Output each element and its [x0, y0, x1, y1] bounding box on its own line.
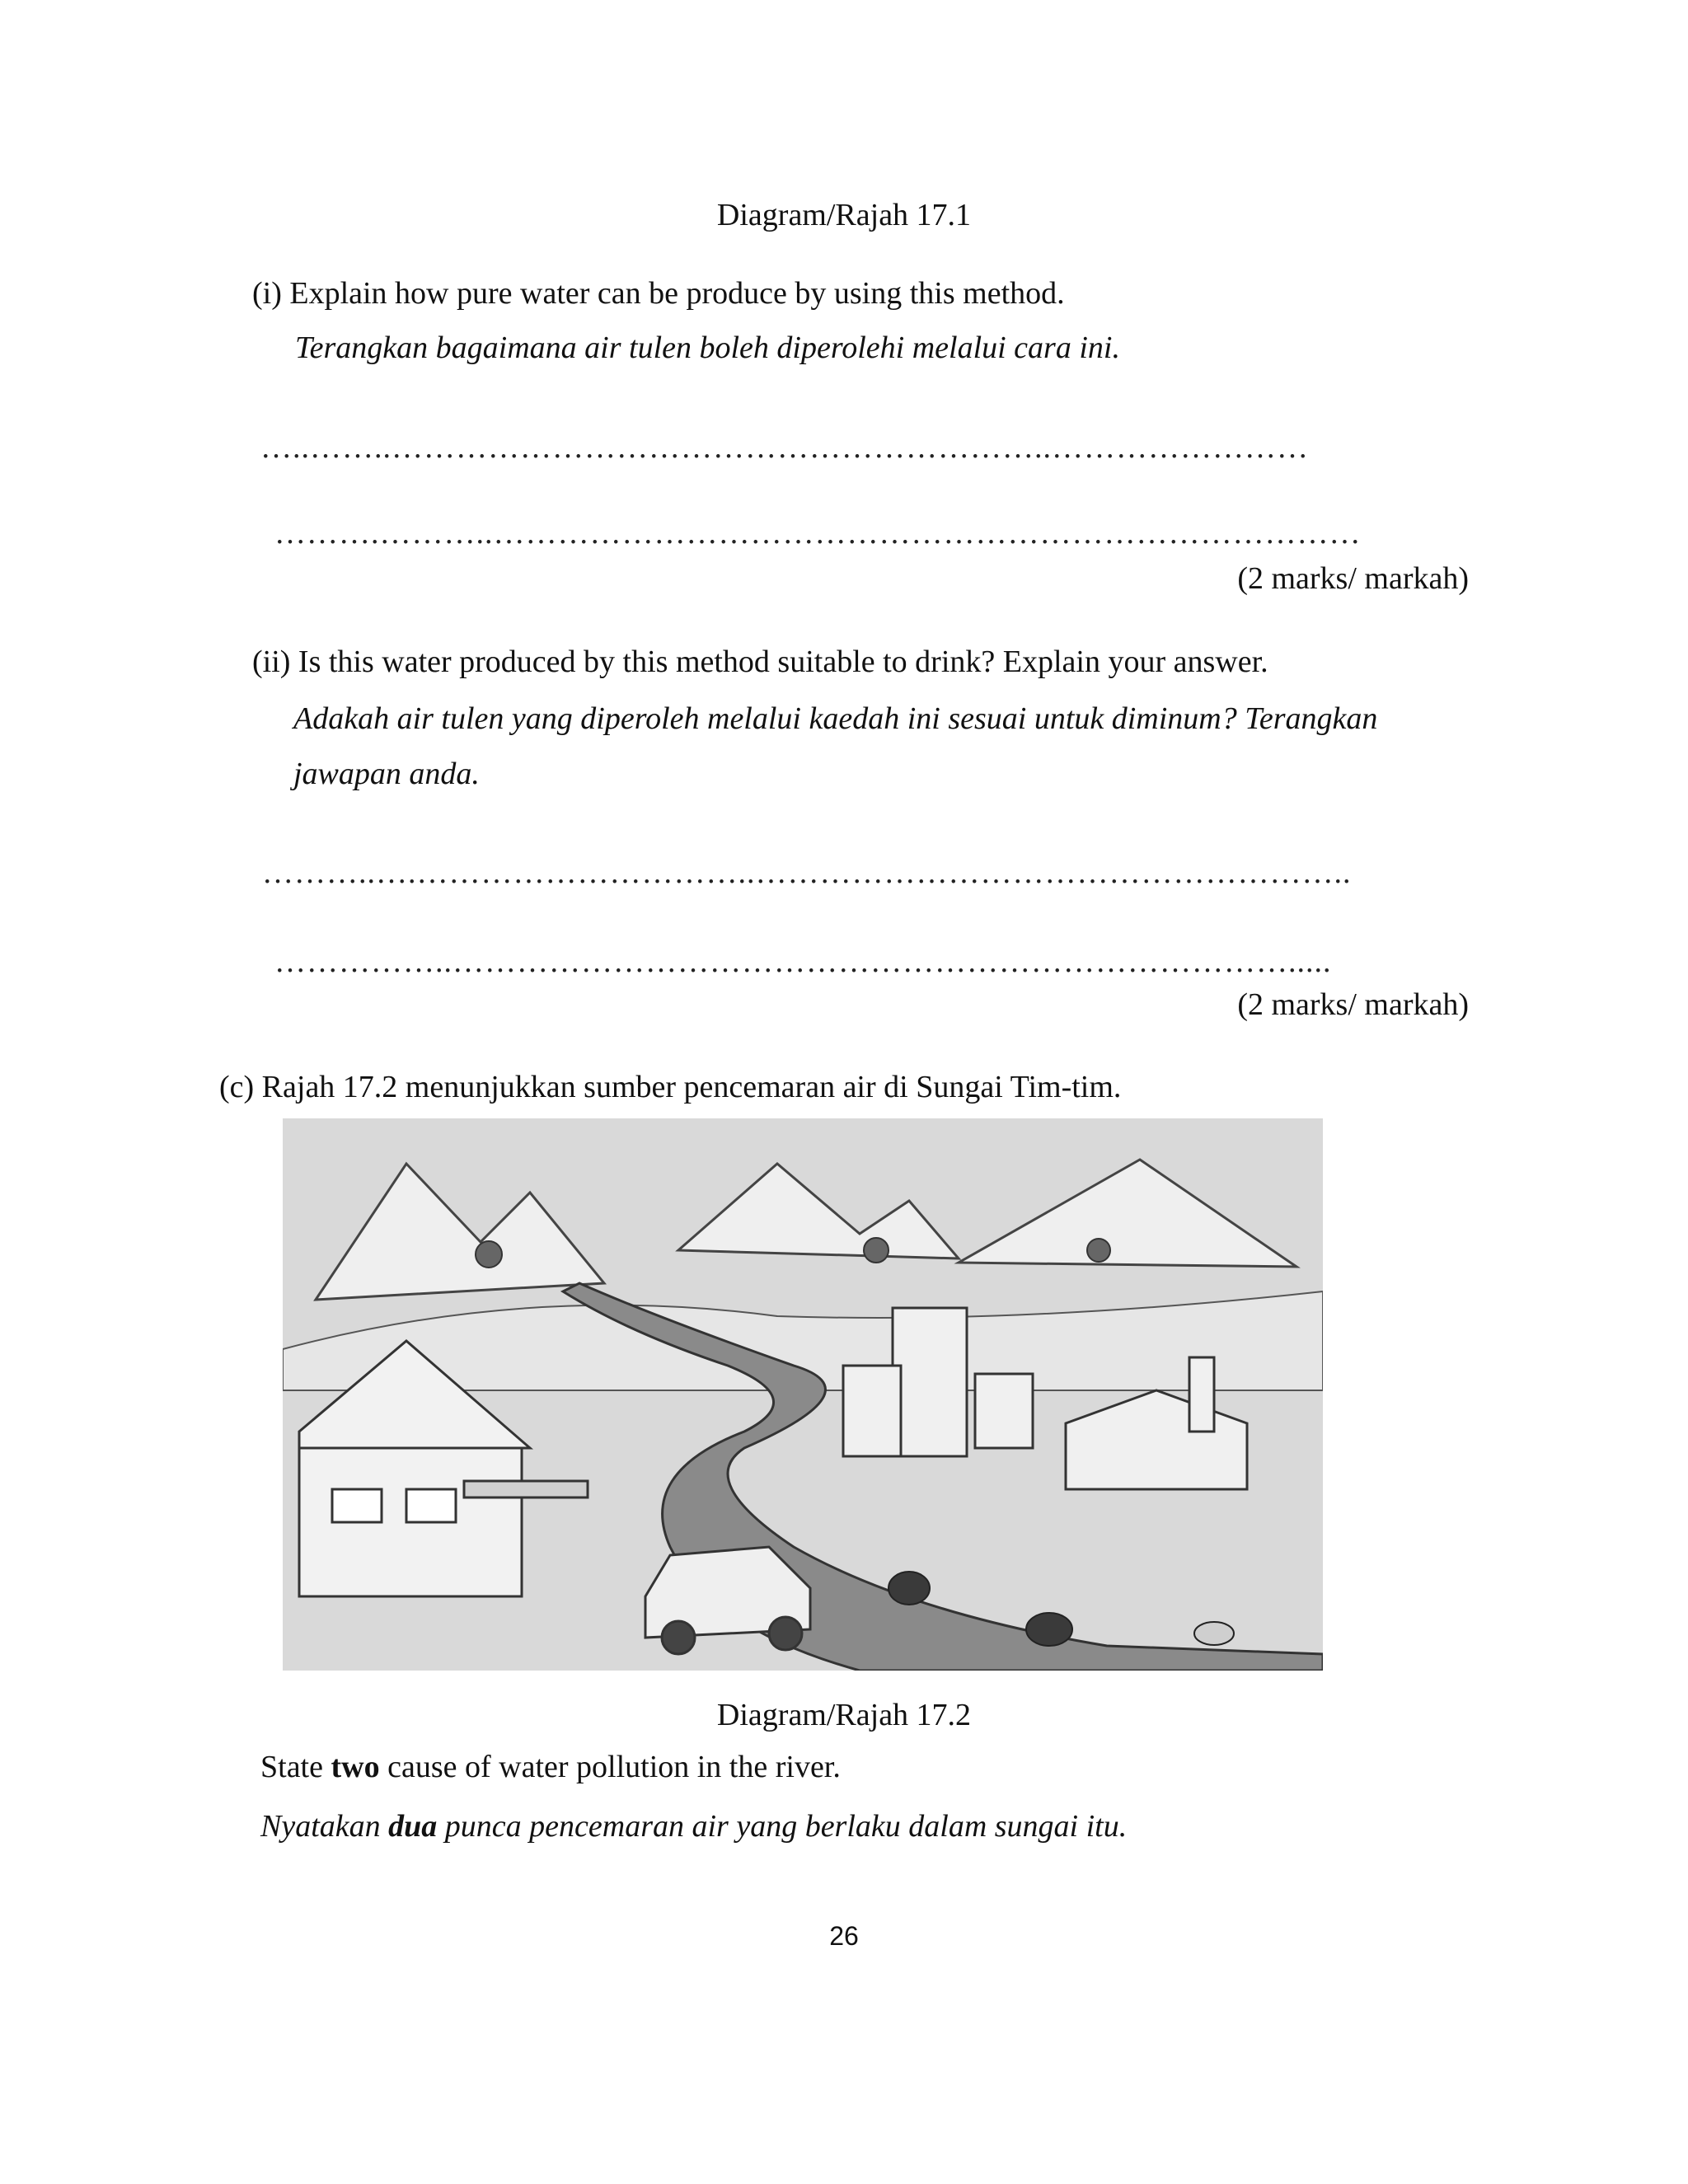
answer-line-ii-1[interactable]: ………..….…………………………..………………………………………………..: [262, 855, 1352, 890]
question-i-malay: Terangkan bagaimana air tulen boleh diperolehi melalui cara ini.: [295, 330, 1120, 365]
task-malay: Nyatakan dua punca pencemaran air yang berlaku dalam sungai itu.: [260, 1809, 1128, 1844]
page-number: 26: [829, 1921, 859, 1951]
answer-line-ii-2[interactable]: ……………..…………………………………………………………………….....: [274, 944, 1332, 979]
marks-ii: (2 marks/ markah): [1237, 987, 1469, 1022]
marks-i: (2 marks/ markah): [1237, 561, 1469, 596]
question-ii-malay-line1: Adakah air tulen yang diperoleh melalui kaedah ini sesuai untuk diminum? Terangkan: [293, 701, 1378, 736]
answer-line-i-2[interactable]: ……….………..………………………………………………………………………: [274, 516, 1362, 551]
water-pollution-illustration: [283, 1118, 1323, 1671]
question-ii-malay-line2: jawapan anda.: [293, 757, 480, 791]
question-c-stem: (c) Rajah 17.2 menunjukkan sumber pencemaran air di Sungai Tim-tim.: [219, 1070, 1122, 1104]
scene-svg: [283, 1118, 1323, 1671]
task-english: State two cause of water pollution in the river.: [260, 1750, 841, 1784]
diagram-17-2-caption: Diagram/Rajah 17.2: [716, 1698, 972, 1732]
answer-line-i-1[interactable]: …..……..……………………………………………………..……………………: [260, 430, 1309, 465]
question-i-english: (i) Explain how pure water can be produce by using this method.: [252, 276, 1065, 311]
question-ii-english: (ii) Is this water produced by this method suitable to drink? Explain your answer.: [252, 644, 1268, 679]
diagram-17-1-caption: Diagram/Rajah 17.1: [716, 198, 972, 232]
